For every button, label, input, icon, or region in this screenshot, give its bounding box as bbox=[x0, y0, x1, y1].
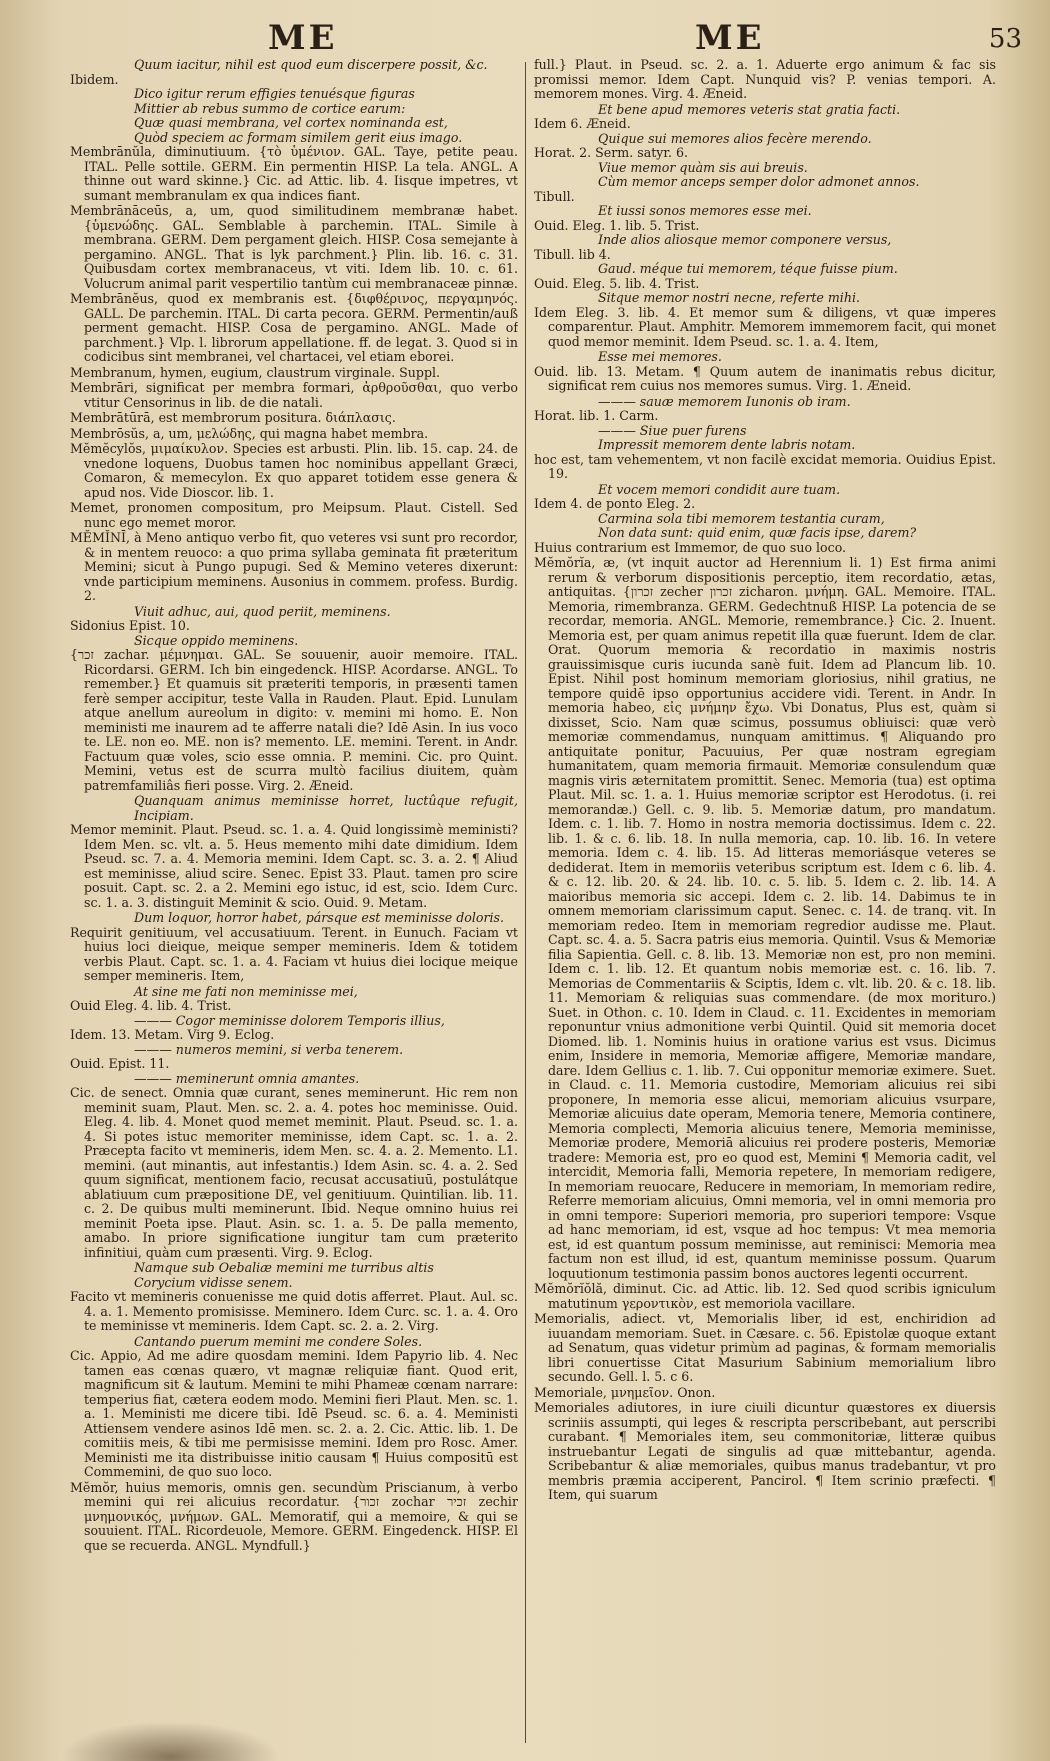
citation-line: Sidonius Epist. 10. bbox=[70, 618, 190, 633]
dictionary-entry: Mĕmŏrĭŏlă, diminut. Cic. ad Attic. lib. 12. Sed quod scribis igniculum matutinum γεροντικὸν, est memoriola vacillare. bbox=[534, 1281, 996, 1311]
verse-quotation: Quique sui memores alios fecère merendo. bbox=[598, 130, 872, 146]
verse-quotation: Viue memor quàm sis aui breuis. bbox=[598, 159, 808, 175]
dictionary-entry: Requirit genitiuum, vel accusatiuum. Terent. in Eunuch. Faciam vt huius loci dieique, meique semper memineris. Idem & totidem verbis Plaut. Capt. sc. 1. a. 4. Faciam vt huius diei locique meique semper memineris. Item, bbox=[70, 924, 518, 983]
dictionary-entry: Huius contrarium est Immemor, de quo suo loco. bbox=[534, 539, 847, 555]
dictionary-entry: Cic. de senect. Omnia quæ curant, senes meminerunt. Hic rem non meminit suam, Plaut. Men. sc. 2. a. 4. potes hoc meminisse. Ouid. Eleg. 4. lib. 4. Monet quod memet meminit. Plaut. Pseud. sc. 1. a. 4. Si potes istuc memoriter meminisse, idem Capt. sc. 1. a. 2. Præcepta facito vt memineris, idem Men. sc. 4. a. 2. Memento. L1. memini. (aut minantis, aut infestantis.) Idem Asin. sc. 4. a. 2. Sed quum significat, mentionem facio, recusat accusatiuū, postulátque ablatiuum cum præpositione DE, vel genitiuum. Quintilian. lib. 11. c. 2. De quibus multi meminerunt. Ibid. Neque omnino huius rei meminit Poeta ipse. Plaut. Asin. sc. 1. a. 5. De palla memento, amabo. In priore significatione iungitur tam cum præterito infinitiui, quàm cum præsenti. Virg. 9. Eclog. bbox=[70, 1085, 518, 1260]
dictionary-entry: Membranum, hymen, eugium, claustrum virginale. Suppl. bbox=[70, 364, 441, 380]
dictionary-entry: Membrātūrā, est membrorum positura. διάπλασις. bbox=[70, 410, 396, 425]
dictionary-entry: Memorialis, adiect. vt, Memorialis liber, id est, enchiridion ad iuuandam memoriam. Suet. in Cæsare. c. 56. Epistolæ quoque extant ad Senatum, quas videtur primùm ad paginas, & formam memorialis libri conuertisse Citat Masurium Sabinium memorialium libro secundo. Gell. l. 5. c 6. bbox=[534, 1311, 996, 1384]
verse-quotation: Namque sub Oebaliæ memini me turribus altis bbox=[134, 1260, 434, 1275]
citation-line: Horat. 2. Serm. satyr. 6. bbox=[534, 145, 689, 160]
dictionary-entry: Membrānŭla, diminutiuum. {τὸ ὑμένιον. GAL. Taye, petite peau. ITAL. Pelle sottile. GERM. Ein permentin HISP. La tela. ANGL. A thinne out ward skinne.} Cic. ad Attic. lib. 4. Iisque impetres, vt sumant membranulam ex qua indices fiant. bbox=[70, 144, 518, 203]
verse-quotation: Quòd speciem ac formam similem gerit eius imago. bbox=[134, 129, 463, 145]
dictionary-entry: Mĕmŏr, huius memoris, omnis gen. secundùm Priscianum, à verbo memini qui rei alicuius recordatur. {זכור zochar זכיר zechir μνημονικός, μνήμων. GAL. Memoratif, qui a memoire, & qui se souuient. ITAL. Ricordeuole, Memore. GERM. Eingedenck. HISP. El que se recuerda. ANGL. Myndfull.} bbox=[70, 1479, 518, 1553]
dictionary-entry: Memoriale, μνημεῖον. Onon. bbox=[534, 1384, 716, 1400]
citation-line: Horat. lib. 1. Carm. bbox=[534, 408, 659, 423]
verse-quotation: Gaud. méque tui memorem, téque fuisse pium. bbox=[598, 261, 898, 276]
citation-line: Ouid. Epist. 11. bbox=[70, 1056, 170, 1071]
verse-quotation: Non data sunt: quid enim, quæ facis ipse, darem? bbox=[598, 525, 917, 540]
verse-quotation: Esse mei memores. bbox=[598, 349, 722, 364]
column-divider bbox=[525, 62, 526, 1743]
verse-quotation: Dum loquor, horror habet, pársque est meminisse doloris. bbox=[134, 910, 505, 925]
dictionary-entry: Ouid. lib. 13. Metam. ¶ Quum autem de inanimatis rebus dicitur, significat rem cuius nos memores sumus. Virg. 1. Æneid. bbox=[534, 363, 996, 393]
entry-continuation: full.} Plaut. in Pseud. sc. 2. a. 1. Aduerte ergo animum & fac sis promissi memor. Idem Capt. Nunquid vis? P. venias tempori. A. memorem mones. Virg. 4. Æneid. bbox=[534, 58, 996, 101]
verse-quotation: ——— Siue puer furens bbox=[598, 422, 747, 438]
citation-line: Ouid. Eleg. 1. lib. 5. Trist. bbox=[534, 217, 700, 233]
verse-quotation: Cantando puerum memini me condere Soles. bbox=[134, 1333, 423, 1349]
left-column bbox=[70, 58, 518, 1747]
page-number: 53 bbox=[988, 24, 1022, 54]
verse-quotation: Cùm memor anceps semper dolor admonet annos. bbox=[598, 174, 920, 189]
verse-quotation: Carmina sola tibi memorem testantia curam, bbox=[598, 510, 885, 526]
dictionary-entry: Mĕmŏrĭa, æ, (vt inquit auctor ad Herennium li. 1) Est firma animi rerum & verborum dispositionis perceptio, item recordatio, ætas, antiquitas. {זכרון zecher זכרון zicharon. μνήμη. GAL. Memoire. ITAL. Memoria, rimembranza. GERM. Gedechtnuß HISP. La potencia de se recordar, memoria. ANGL. Memorie, remembrance.} Cic. 2. Inuent. Memoria est, per quam animus repetit illa quæ fuerunt. Idem de clar. Orat. Quorum memoria & recordatio in maximis nostris grauissimisque curis iucunda sanè fuit. Idem ad Plancum lib. 10. Epist. Nihil post hominum memoriam gloriosius, nihil gratius, ne tempore quidē ipso opportunius accidere vidi. Terent. in Andr. In memoria habeo, εἰς μνήμην ἔχω. Vbi Donatus, Plus est, quàm si dixisset, Scio. Nam quæ scimus, possumus obliuisci: quæ verò memoriæ commendamus, nunquam amittimus. ¶ Aliquando pro antiquitate ponitur, Pacuuius, Per quæ nostram egregiam humanitatem, quam memoria firmauit. Memoriæ consulendum quæ magnis viris æternitatem promittit. Senec. Memoria (tua) est optima Plaut. Mil. sc. 1. a. 1. Huius memoriæ scriptor est Herodotus. (i. rei memorandæ.) Gell. c. 9. lib. 5. Memoriæ datum, pro mandatum. Idem. c. 1. lib. 7. Homo in nostra memoria doctissimus. Idem c. 22. lib. 1. & c. 6. lib. 18. In nulla memoria, cap. 10. lib. 16. In vetere memoria. Idem c. 4. lib. 15. Ad litteras memoriásque veteres se dediderat. Item in memoriis veteribus scriptum est. Idem c 6. lib. 4. & c. 12. lib. 20. & 24. lib. 10. c. 5. lib. 5. Idem c. 2. lib. 14. A maioribus memoria sic accepi. Idem c. 2. lib. 14. Dabimus te in omnem memoriam clarissimum caput. Senec. c. 14. de tranq. vit. In memoriam redeo. Item in memoriam regredior audisse me. Plaut. Capt. sc. 4. a. 5. Sacra patris eius memoria. Quintil. Vsus & Memoriæ filia Sapientia. Gell. c. 8. lib. 13. Memoriæ non est, pro non memini. Idem c. 1. lib. 12. Et quantum nobis memoriæ est. c. 16. lib. 7. Memorias de Commentariis & Sciptis, Idem c. vlt. lib. 20. & c. 18. lib. 11. Memoriam & reliquias suas commendare. (de mox morituro.) Suet. in Othon. c. 10. Idem in Claud. c. 11. Excidentes in memoriam reponuntur vnius admonitione verbi Quintil. Quid sit memoria docet Diomed. lib. 1. Nominis huius in oratione varius est vsus. Dicimus enim, Insidere in memoria, Memoriæ affigere, Memoriæ mandare, dare. Idem Gellius c. 1. lib. 7. Cui opponitur memoriæ eximere. Suet. in Claud. c. 11. Memoria custodire, Memoriam alicuius rei sibi proponere, In memoria esse alicui, memoriam alicuius vsurpare, Memoriæ alicuius date operam, Memoria tenere, Memoria continere, Memoria complecti, Memoria alicuius tenere, Memoria meminisse, Memoriæ prodere, Memoriā alicuius rei prodere posteris, Memoriæ tradere: Memoria est, pro eo quod est, Memini ¶ Memoria cadit, vel intercidit, Memoria falli, Memoria repetere, In memoriam redigere, In memoriam reuocare, Reducere in memoriam, In memoriam redire, Referre memoriam alicuius, Omni memoria, vel in omni memoria pro in omni tempore: Superiori memoria, pro superiori tempore: Vsque ad hanc memoriam, id est, vsque ad hoc tempus: Vt mea memoria est, id est quantum possum meminisse, aut reminisci: Memoria mea factum non est illud, id est, quantum meminisse possum. Quarum loquutionum testimonia passim bonos auctores legenti occurrent. bbox=[534, 555, 996, 1281]
verse-quotation: Dico igitur rerum effigies tenuésque figuras bbox=[134, 86, 415, 101]
verse-quotation: ——— sauæ memorem Iunonis ob iram. bbox=[598, 393, 851, 409]
verse-quotation: Et bene apud memores veteris stat gratia facti. bbox=[598, 101, 901, 117]
verse-quotation: Quanquam animus meminisse horret, luctûque refugit, Incipiam. bbox=[134, 793, 518, 823]
verse-quotation: Quæ quasi membrana, vel cortex nominanda est, bbox=[134, 115, 448, 130]
citation-line: Idem. 13. Metam. Virg 9. Eclog. bbox=[70, 1027, 275, 1042]
dictionary-entry: Membrānĕus, quod ex membranis est. {διφθέρινος, περγαμηνός. GALL. De parchemin. ITAL. Di carta pecora. GERM. Permentin/auß perment gemacht. HISP. Cosa de pergamino. ANGL. Made of parchment.} Vlp. l. librorum appellatione. ff. de legat. 3. Quod si in codicibus sint membranei, vel chartacei, vel etiam eborei. bbox=[70, 291, 518, 364]
citation-line: Idem 6. Æneid. bbox=[534, 116, 631, 131]
verse-quotation: Corycium vidisse senem. bbox=[134, 1274, 293, 1290]
left-running-head: ME bbox=[268, 18, 338, 58]
verse-quotation: ——— meminerunt omnia amantes. bbox=[134, 1070, 360, 1086]
verse-quotation: Et vocem memori condidit aure tuam. bbox=[598, 481, 841, 497]
verse-quotation: Sicque oppido meminens. bbox=[134, 632, 299, 648]
citation-line: Ouid Eleg. 4. lib. 4. Trist. bbox=[70, 998, 232, 1013]
dictionary-entry: Cic. Appio, Ad me adire quosdam memini. Idem Papyrio lib. 4. Nec tamen eas cœnas quæro, vt magnæ reliquiæ fiant. Quod erit, magnificum sit & lautum. Memini te mihi Phameæ cœnam narrare: temperius fiat, cætera eodem modo. Memini fieri Plaut. Men. sc. 1. a. 1. Meministi me dicere tibi. Idē Pseud. sc. 6. a. 4. Meministi Attiensem vendere asinos Idē men. sc. 2. a. 2. Cic. Attic. lib. 1. De comitiis meis, & tibi me permisisse memini. Idem pro Rosc. Amer. Meministi me ita distribuisse initio causam ¶ Huius compositū est Commemini, de quo suo loco. bbox=[70, 1348, 518, 1479]
verse-quotation: Sitque memor nostri necne, referte mihi. bbox=[598, 290, 860, 305]
verse-quotation: Et iussi sonos memores esse mei. bbox=[598, 203, 812, 218]
citation-line: Ouid. Eleg. 5. lib. 4. Trist. bbox=[534, 275, 700, 291]
verse-quotation: Inde alios aliosque memor componere versus, bbox=[598, 232, 892, 247]
dictionary-entry: Mĕmĕcylŏs, μιμαίκυλον. Species est arbusti. Plin. lib. 15. cap. 24. de vnedone loquens, Duobus tamen hoc nominibus appellant Græci, Comaron, & memecylon. Ex quo apparet totidem esse genera & apud nos. Vide Dioscor. lib. 1. bbox=[70, 441, 518, 500]
page-header bbox=[0, 10, 1050, 60]
dictionary-entry: Membrāri, significat per membra formari, ἀρθροῦσθαι, quo verbo vtitur Censorinus in lib. de die natali. bbox=[70, 380, 518, 410]
citation-line: Tibull. lib 4. bbox=[534, 246, 611, 262]
right-column bbox=[534, 58, 996, 1747]
verse-quotation: Impressit memorem dente labris notam. bbox=[598, 437, 856, 452]
dictionary-entry: Facito vt memineris conuenisse me quid dotis afferret. Plaut. Aul. sc. 4. a. 1. Memento promisisse. Meminero. Idem Curc. sc. 1. a. 4. Oro te meminisse vt memineris. Idem Capt. sc. 2. a. 2. Virg. bbox=[70, 1289, 518, 1333]
citation-line: Tibull. bbox=[534, 188, 575, 204]
dictionary-entry: Idem Eleg. 3. lib. 4. Et memor sum & diligens, vt quæ imperes comparentur. Plaut. Amphitr. Memorem immemorem facit, qui monet quod memor meminit. Idem Pseud. sc. 1. a. 4. Item, bbox=[534, 304, 996, 349]
verse-quotation: Viuit adhuc, aui, quod periit, meminens. bbox=[134, 603, 391, 619]
dictionary-entry: {זכר zachar. μέμνημαι. GAL. Se souuenir, auoir memoire. ITAL. Ricordarsi. GERM. Ich bin eingedenck. HISP. Acordarse. ANGL. To remember.} Et quamuis sit præteriti temporis, in præsenti tamen ferè semper accipitur, teste Valla in Rauden. Plaut. Epid. Lunulam atque anellum aureolum in digito: v. memini mi homo. E. Non meministi me inaurem ad te afferre natali die? Idē Asin. In ius voco te. LE. non eo. ME. non is? memento. LE. memini. Terent. in Andr. Factuum quæ voles, scio esse omnia. P. memini. Cic. pro Quint. Memini, vetus est de scurra multò facilius diuitem, quàm patremfamiliâs fieri posse. Virg. 2. Æneid. bbox=[70, 647, 518, 793]
dictionary-entry: Memor meminit. Plaut. Pseud. sc. 1. a. 4. Quid longissimè meministi? Idem Men. sc. vlt. a. 5. Heus memento mihi date dimidium. Idem Pseud. sc. 7. a. 4. Memoria memini. Idem Capt. sc. 3. a. 2. ¶ Aliud est meminisse, aliud scire. Senec. Epist 33. Plaut. tamen pro scire posuit. Capt. sc. 2. a 2. Memini ego istuc, id est, scio. Idem Curc. sc. 1. a. 3. distinguit Meminit & scio. Ouid. 9. Metam. bbox=[70, 822, 518, 910]
verse-quotation: ——— numeros memini, si verba tenerem. bbox=[134, 1041, 404, 1057]
verse-quotation: Quum iacitur, nihil est quod eum discerpere possit, &c. bbox=[134, 58, 488, 72]
dictionary-entry: Memoriales adiutores, in iure ciuili dicuntur quæstores ex diuersis scriniis assumpti, qui leges & rescripta perscribebant, aut perscribi curabant. ¶ Memoriales item, seu commonitoriæ, litteræ quibus instruebantur Legati de singulis ad quæ mittebantur, agenda. Scribebantur & aliæ memoriales, quibus manus tradebantur, vt pro membris præmia acciperent, Pancirol. ¶ Item scrinio præfecti. ¶ Item, qui suarum bbox=[534, 1400, 996, 1502]
dictionary-entry: Membrānāceūs, a, um, quod similitudinem membranæ habet. {ὑμενώδης. GAL. Semblable à parchemin. ITAL. Simile à membrana. GERM. Dem pergament gleich. HISP. Cosa semejante à pergamino. ANGL. That is lyk parchment.} Plin. lib. 16. c. 31. Quibusdam cortex membranaceus, vt viti. Idem lib. 10. c. 61. Volucrum animal parit vespertilio tantùm cui membranaceæ pinnæ. bbox=[70, 203, 518, 291]
verse-quotation: ——— Cogor meminisse dolorem Temporis illius, bbox=[134, 1012, 445, 1028]
right-running-head: ME bbox=[695, 18, 765, 58]
dictionary-entry: MĔMĬNĪ, à Meno antiquo verbo fit, quo veteres vsi sunt pro recordor, & in mentem reuoco: a quo prima syllaba geminata fit præteritum Memini; sicut à Pungo pupugi. Sed & Memino veteres dixerunt: vnde participium meminens. Ausonius in commem. profess. Burdig. 2. bbox=[70, 530, 518, 603]
citation-line: Ibidem. bbox=[70, 71, 119, 87]
dictionary-entry: Membrōsŭs, a, um, μελώδης, qui magna habet membra. bbox=[70, 425, 429, 441]
verse-quotation: At sine me fati non meminisse mei, bbox=[134, 983, 358, 999]
dictionary-entry: Memet, pronomen compositum, pro Meipsum. Plaut. Cistell. Sed nunc ego memet moror. bbox=[70, 500, 518, 530]
verse-quotation: Mittier ab rebus summo de cortice earum: bbox=[134, 100, 406, 116]
citation-line: Idem 4. de ponto Eleg. 2. bbox=[534, 496, 696, 511]
dictionary-entry: hoc est, tam vehementem, vt non facilè excidat memoria. Ouidius Epist. 19. bbox=[534, 451, 996, 481]
page-stain bbox=[60, 1721, 280, 1761]
